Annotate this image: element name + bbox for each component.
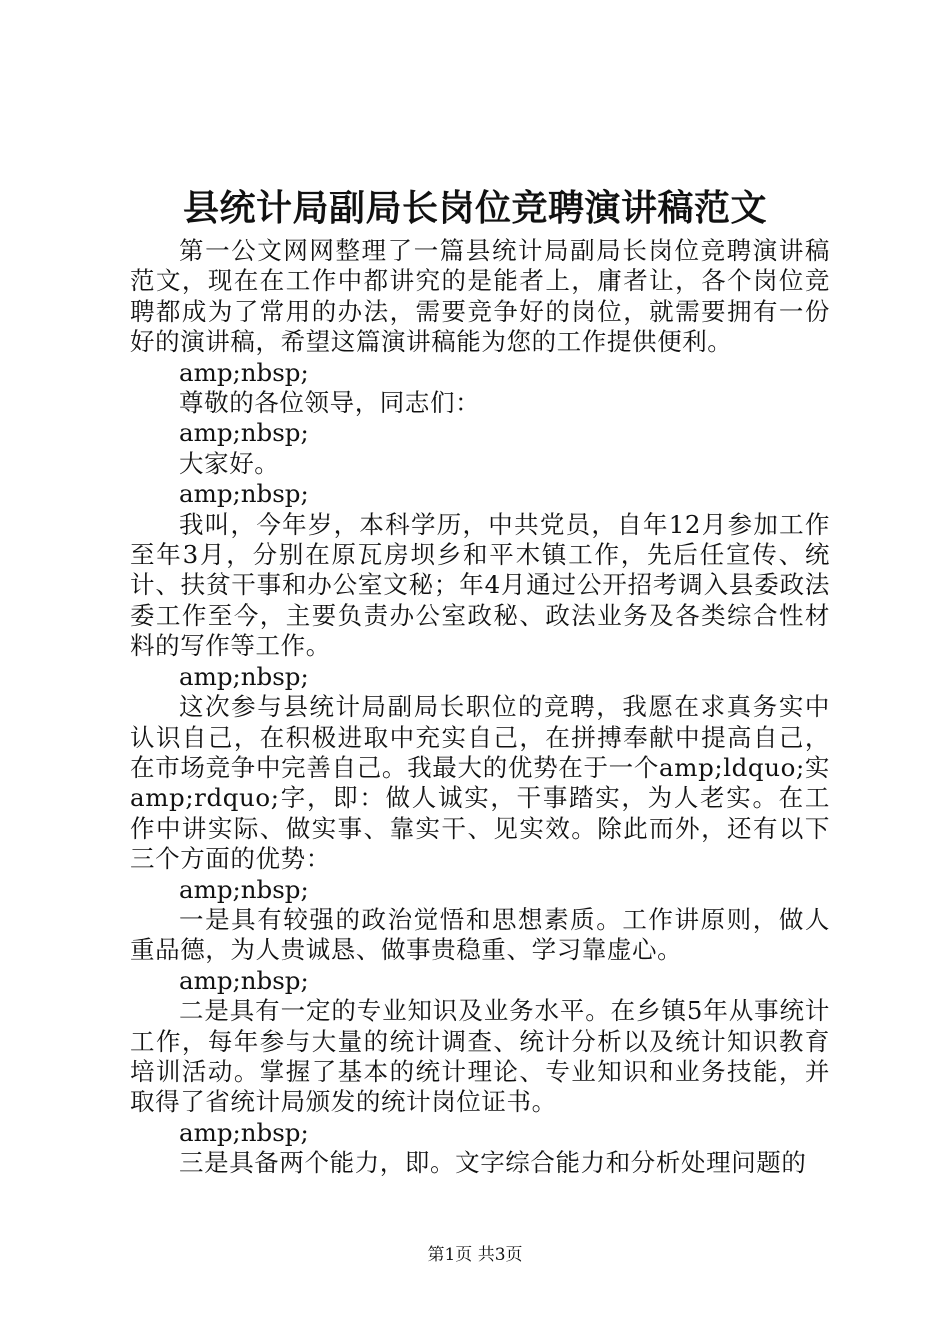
page-footer: 第1页 共3页 xyxy=(427,1245,523,1265)
document-body xyxy=(130,236,830,1179)
paragraph: 这次参与县统计局副局长职位的竞聘，我愿在求真务实中认识自己，在积极进取中充实自己，在拼搏奉献中提高自己，在市场竞争中完善自己。我最大的优势在于一个amp;ldquo;实amp;rdquo;字，即：做人诚实，干事踏实，为人老实。在工作中讲实际、做实事、靠实干、见实效。除此而外，还有以下三个方面的优势： xyxy=(130,692,830,874)
paragraph: amp;nbsp; xyxy=(179,418,309,448)
paragraph: 我叫，今年岁，本科学历，中共党员，自年12月参加工作至年3月，分别在原瓦房坝乡和平木镇工作，先后任宣传、统计、扶贫干事和办公室文秘；年4月通过公开招考调入县委政法委工作至今，主要负责办公室政秘、政法业务及各类综合性材料的写作等工作。 xyxy=(130,509,830,661)
paragraph: 一是具有较强的政治觉悟和思想素质。工作讲原则，做人重品德，为人贵诚恳、做事贵稳重、学习靠虚心。 xyxy=(130,904,830,965)
paragraph: amp;nbsp; xyxy=(179,1117,309,1147)
paragraph: amp;nbsp; xyxy=(179,965,309,995)
paragraph: amp;nbsp; xyxy=(179,479,309,509)
paragraph: amp;nbsp; xyxy=(179,357,309,387)
paragraph: 二是具有一定的专业知识及业务水平。在乡镇5年从事统计工作，每年参与大量的统计调查、统计分析以及统计知识教育培训活动。掌握了基本的统计理论、专业知识和业务技能，并取得了省统计局颁发的统计岗位证书。 xyxy=(130,996,830,1117)
document-title: 县统计局副局长岗位竞聘演讲稿范文 xyxy=(182,187,767,229)
paragraph: amp;nbsp; xyxy=(179,874,309,904)
paragraph: 三是具备两个能力，即。文字综合能力和分析处理问题的 xyxy=(179,1148,807,1178)
paragraph: amp;nbsp; xyxy=(179,661,309,691)
paragraph: 第一公文网网整理了一篇县统计局副局长岗位竞聘演讲稿范文，现在在工作中都讲究的是能者上，庸者让，各个岗位竞聘都成为了常用的办法，需要竞争好的岗位，就需要拥有一份好的演讲稿，希望这篇演讲稿能为您的工作提供便利。 xyxy=(130,236,830,357)
paragraph: 大家好。 xyxy=(179,448,280,478)
paragraph: 尊敬的各位领导，同志们： xyxy=(179,388,481,418)
